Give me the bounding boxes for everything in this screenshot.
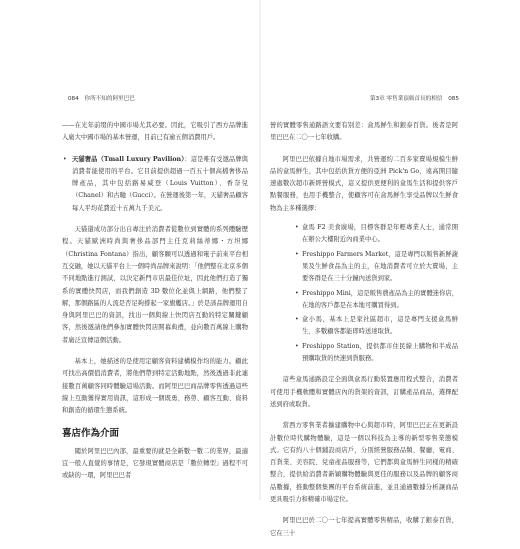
- bullet-dot-icon: •: [295, 316, 299, 324]
- right-paragraph-4: 當西方零售業者擴建購物中心與超市時，阿里巴巴正在更新設計數位時代購物體驗，這是一個以科技為主導的新型零售業態模式。它有約八十個鋪設商店戶，分別經營服務品類、餐廳、電商、百貨業、美容院、兒童產品服務等，它們都與盒馬鮮生同樣的精確整合，提供給消費者新穎購物體驗與更佳的服務以及品牌的顧客商品數據，推動整個集團的平台系統前進，並且通過數據分析讓商品更具吸引力和精確市場定位。: [270, 422, 458, 504]
- right-bullet-item: [294, 222, 458, 247]
- right-page: [260, 0, 520, 537]
- bullet-text: Freshippo Station，提供都市住民線上購物和半成品預購取貨的快速到貨服務。: [302, 342, 458, 363]
- left-bullet-item: [62, 154, 248, 215]
- bullet-text: ：這是唯有受邀品牌與消費者能使用的平台。它目前提供超過一百五十個高檔奢侈品牌產品，其中包括路易威登（Louis Vuitton）、香奈兒（Chanel）和古馳（Gucci）。在營運後第一年，天貓奢品顧客每人平均花費近十五萬九千美元。: [72, 155, 249, 212]
- right-page-number: 085: [448, 96, 459, 102]
- bullet-text: Freshippo Mini，這是販售農產品為主的實體迷你店，在地的客戶都是在本地可購買得到。: [302, 289, 458, 309]
- left-paragraph-1: ——在光年前缀的中國市場尤其必要。因此，它吸引了西方品牌進入廣大中國市場的基本營運，目前已有逾五個消費用戶。: [62, 122, 248, 142]
- right-bullet-item: [294, 341, 458, 366]
- left-body: [62, 120, 248, 491]
- right-paragraph-3: 這些盒馬通路設定全面與盒馬行動裝置應用程式整合，消費者可使用手機軟體和實體店內的貨架的資訊，訂購產品商品，選擇配送到府或取貨。: [270, 376, 458, 408]
- bullet-dot-icon: •: [295, 250, 299, 258]
- right-paragraph-1: 營的實體零售通路語文要有別差：盒馬鮮生和銀泰百貨。後者是阿里巴巴在二〇一七年收購。: [270, 122, 458, 142]
- left-paragraph-2: 天貓還成功部分出自專注於消費者從數位到實體的系列體驗歷程。天貓歐洲時尚與奢侈品部門主任克莉絲蒂娜・方坦娜（Christina Fontana）指出，顧客願可以透過和電子前來平台相互交融，她以天貓平台上一個時尚品牌來說明：「他們整在北京多個不同地點進行測試，以決定新門市店最佳位址，因此他們打造了獨系的實體快閃店，而我們創造 3D 數位化並與上網路，他們整了解，那個路區的人流是否足夠撐起一家旗艦店。」於是該品牌運用自身與阿里巴巴的資訊，找出一個與線上快閃店互動的特定關鍵顧客，然後邀請他們參加實體快閃店開幕典禮，並向數百萬線上購物者廣泛宣傳這個活動。: [62, 226, 248, 344]
- right-running-header: [370, 96, 463, 103]
- bullet-dot-icon: •: [295, 289, 299, 297]
- left-running-head: 你所不知的阿里巴巴: [84, 96, 135, 102]
- right-bullet-item: [294, 249, 458, 286]
- right-paragraph-5: 阿里巴巴於二〇一七年提高實體零售精品，收購了銀泰百貨，它在三十: [270, 517, 458, 537]
- right-paragraph-2: 阿里巴巴依據自地市場需求，共營運約二百多家賣場規模生鮮品的盒馬鮮生，其中包括供貨方便的亞洲 Pick'n Go，遠高開目隨速處數次超市新經營模式，這又提供更便利的盒馬生活和提供客戶點餐服務，也用手機整合，使顧客可在盒馬鮮生享受品牌以生鮮食物為主多種選擇：: [270, 155, 458, 212]
- left-running-header: [64, 96, 135, 103]
- right-bullet-item: [294, 314, 458, 339]
- bullet-text: 盒馬 F2 美食廣場，目標客群是年輕專業人士，通常開在辦公大樓附近內商業中心。: [302, 224, 458, 244]
- right-body: [270, 120, 458, 549]
- bullet-dot-icon: •: [295, 342, 299, 350]
- bullet-term: 天貓奢品（Tmall Luxury Pavilion）: [72, 155, 185, 163]
- left-bullet-list: [62, 154, 248, 215]
- left-paragraph-4: 闖於阿里巴巴內部，最重要的就是全新數一數二的業界，最適宜一般人直覺的事情是，它發現實體商店是「數位轉型」過程不可或缺的一環，阿里巴巴者: [62, 447, 248, 480]
- bullet-dot-icon: •: [295, 224, 299, 232]
- left-page: [0, 0, 260, 500]
- bullet-dot-icon: •: [63, 155, 67, 163]
- right-bullet-list: [294, 222, 458, 365]
- left-paragraph-3: 基本上，她描述的是使用定顧客資料建構模作均的能力。顧此可找出高價值消費者，將他們帶到特定活動地點，然後透過非此連接數百萬顧客同時體驗這場活動。而阿里巴巴商品牌零售透過這些線上互動獲得實用資訊，這形成一個既勇、務勞、顧客互動、資料和創造的循環生態系統。: [62, 358, 248, 415]
- right-running-head: 第3章 零售業頂級首長的相信: [370, 96, 443, 102]
- right-bullet-item: [294, 288, 458, 313]
- section-title: 喜店作為介面: [62, 427, 120, 439]
- bullet-text: 盒小馬，基本上是家社區超市，這是專門支援盒馬鮮生，多數顧客都能即時送達取貨。: [302, 316, 458, 336]
- bullet-text: Freshippo Farmers Market，這是專門以販售新鮮蔬果及生鮮食品為主的主，在地消費者可立於大賣場，主要客群是在三十分鐘內送貨到家。: [302, 250, 458, 283]
- left-page-number: 084: [68, 96, 79, 102]
